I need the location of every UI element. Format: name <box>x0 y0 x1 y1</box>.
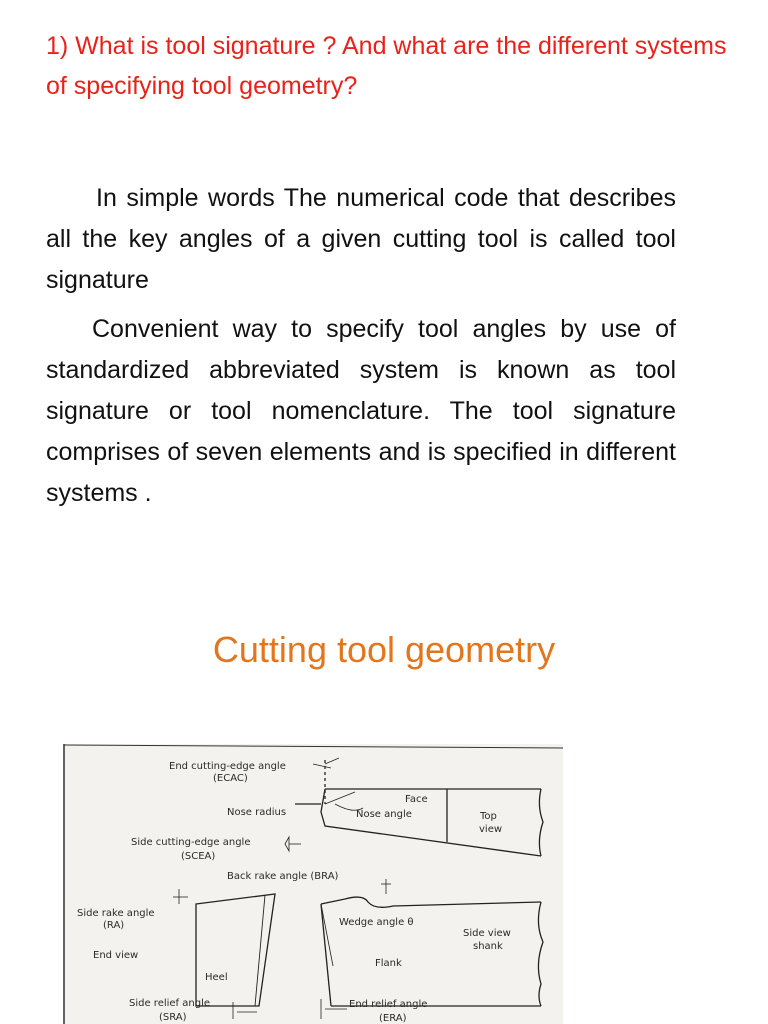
scea-label: Side cutting-edge angle <box>131 837 251 848</box>
face-label: Face <box>405 794 428 805</box>
definition-paragraph: In simple words The numerical code that describes all the key angles of a given cutting tool is called tool signature <box>46 184 676 294</box>
nomenclature-paragraph: Convenient way to specify tool angles by use of standardized abbreviated system is known as tool signature or tool nomenclature. The tool signature comprises of seven elements and is specified in different systems . <box>46 315 676 507</box>
sra-abbr-label: (SRA) <box>159 1012 187 1023</box>
top-view-label-1: Top <box>480 811 497 822</box>
era-abbr-label: (ERA) <box>379 1013 407 1024</box>
top-view-outline <box>285 758 543 856</box>
era-label: End relief angle <box>349 999 428 1010</box>
sra-label: Side relief angle <box>129 998 211 1009</box>
heel-label: Heel <box>205 972 228 983</box>
ecac-abbr-label: (ECAC) <box>213 773 248 784</box>
shank-label: shank <box>473 941 503 952</box>
side-rake-label: Side rake angle <box>77 908 155 919</box>
side-view-label: Side view <box>463 928 511 939</box>
bra-label: Back rake angle (BRA) <box>227 871 339 882</box>
side-rake-abbr-label: (RA) <box>103 920 125 931</box>
side-view-outline <box>321 879 543 1019</box>
nose-angle-label: Nose angle <box>356 809 412 820</box>
flank-label: Flank <box>375 958 402 969</box>
nose-radius-label: Nose radius <box>227 807 287 818</box>
question-heading: 1) What is tool signature ? And what are the different systems of specifying tool geometry? <box>46 32 727 100</box>
section-title: Cutting tool geometry <box>212 629 556 670</box>
tool-geometry-diagram <box>63 744 563 1024</box>
tool-geometry-drawing <box>63 744 563 1024</box>
scea-abbr-label: (SCEA) <box>181 851 216 862</box>
end-view-label: End view <box>93 950 139 961</box>
top-view-label-2: view <box>479 824 503 835</box>
wedge-angle-label: Wedge angle θ <box>339 917 414 928</box>
ecac-label: End cutting-edge angle <box>169 761 286 772</box>
